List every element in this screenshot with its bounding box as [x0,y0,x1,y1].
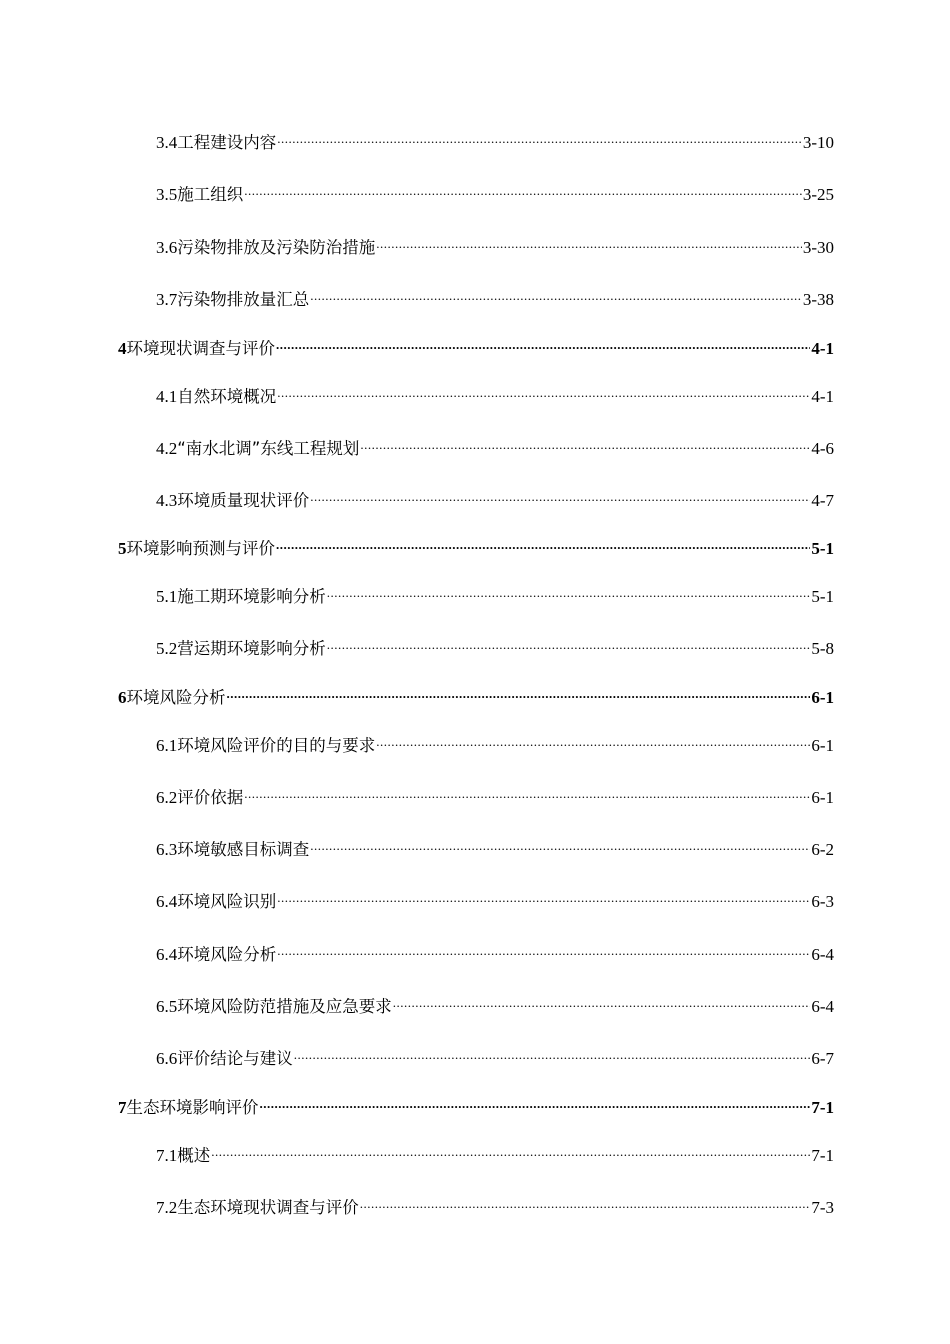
toc-number: 7.1 [156,1146,178,1165]
toc-title: 施工期环境影响分析 [177,587,326,606]
toc-title: 环境质量现状评价 [177,491,310,510]
toc-chapter-6[interactable] [118,681,834,709]
toc-number: 4.1 [156,387,178,406]
toc-chapter-5[interactable] [118,532,834,560]
toc-number: 3.5 [156,185,178,204]
toc-title: 生态环境现状调查与评价 [177,1198,359,1217]
toc-title: 污染物排放量汇总 [177,290,310,309]
toc-page-number: 6-3 [811,892,834,911]
toc-page-number: 3-30 [802,238,834,257]
toc-leader-dots [310,484,810,506]
toc-title: 环境风险识别 [177,892,277,911]
toc-page-number: 3-38 [802,290,834,309]
toc-leader-dots [276,332,810,354]
toc-title: 环境风险防范措施及应急要求 [177,997,392,1016]
toc-page-number: 6-1 [811,736,834,755]
toc-title: 评价依据 [177,788,244,807]
toc-page-number: 4-7 [811,491,834,510]
toc-entry-4-1[interactable] [156,380,834,408]
toc-entry-6-5[interactable] [156,990,834,1018]
toc-number: 6.5 [156,997,178,1016]
toc-title: 环境敏感目标调查 [177,840,310,859]
toc-entry-3-6[interactable] [156,231,834,259]
toc-leader-dots [277,885,810,907]
toc-number: 6.4 [156,892,178,911]
toc-page-number: 6-1 [811,688,834,707]
toc-title: 营运期环境影响分析 [177,639,326,658]
toc-page-number: 6-4 [811,945,834,964]
toc-number: 3.6 [156,238,178,257]
toc-leader-dots [211,1139,810,1161]
toc-page-number: 4-6 [811,439,834,458]
toc-page-number: 5-1 [811,587,834,606]
toc-entry-4-3[interactable] [156,484,834,512]
toc-entry-7-1[interactable] [156,1139,834,1167]
toc-leader-dots [227,681,811,703]
toc-leader-dots [310,833,810,855]
toc-number: 6.1 [156,736,178,755]
toc-entry-6-4-identification[interactable] [156,885,834,913]
toc-number: 5.1 [156,587,178,606]
toc-number: 4.2 [156,439,178,458]
toc-number: 4 [118,339,127,358]
toc-number: 5.2 [156,639,178,658]
toc-number: 6.3 [156,840,178,859]
toc-entry-5-1[interactable] [156,580,834,608]
toc-chapter-4[interactable] [118,332,834,360]
toc-title: 环境风险分析 [126,688,226,707]
toc-title: “南水北调”东线工程规划 [177,439,360,458]
toc-page-number: 6-1 [811,788,834,807]
toc-number: 6.6 [156,1049,178,1068]
toc-number: 4.3 [156,491,178,510]
toc-number: 6.4 [156,945,178,964]
toc-entry-3-4[interactable] [156,126,834,154]
toc-title: 生态环境影响评价 [126,1098,259,1117]
toc-title: 环境影响预测与评价 [126,539,275,558]
toc-leader-dots [327,632,811,654]
toc-leader-dots [277,126,802,148]
toc-page-number: 3-25 [802,185,834,204]
toc-page-number: 6-4 [811,997,834,1016]
toc-entry-6-6[interactable] [156,1042,834,1070]
toc-page-number: 5-8 [811,639,834,658]
toc-number: 7 [118,1098,127,1117]
toc-leader-dots [376,231,802,253]
toc-title: 概述 [177,1146,211,1165]
toc-number: 6.2 [156,788,178,807]
toc-title: 施工组织 [177,185,244,204]
toc-leader-dots [360,1191,811,1213]
toc-leader-dots [276,532,810,554]
toc-number: 3.4 [156,133,178,152]
toc-entry-5-2[interactable] [156,632,834,660]
toc-entry-7-2[interactable] [156,1191,834,1219]
toc-number: 3.7 [156,290,178,309]
toc-number: 5 [118,539,127,558]
toc-leader-dots [277,380,810,402]
toc-page-number: 4-1 [811,387,834,406]
toc-leader-dots [327,580,811,602]
toc-title: 工程建设内容 [177,133,277,152]
toc-title: 评价结论与建议 [177,1049,293,1068]
toc-leader-dots [260,1091,811,1113]
toc-leader-dots [360,432,810,454]
toc-entry-4-2[interactable] [156,432,834,460]
toc-number: 6 [118,688,127,707]
toc-leader-dots [277,938,810,960]
toc-page-number: 7-1 [811,1146,834,1165]
toc-title: 自然环境概况 [177,387,277,406]
toc-title: 环境风险评价的目的与要求 [177,736,376,755]
toc-entry-6-3[interactable] [156,833,834,861]
toc-leader-dots [294,1042,811,1064]
toc-entry-6-1[interactable] [156,729,834,757]
toc-page-number: 7-3 [811,1198,834,1217]
toc-title: 环境风险分析 [177,945,277,964]
toc-leader-dots [393,990,811,1012]
toc-entry-3-7[interactable] [156,283,834,311]
toc-chapter-7[interactable] [118,1091,834,1119]
toc-page-number: 6-7 [811,1049,834,1068]
toc-entry-3-5[interactable] [156,178,834,206]
toc-page-number: 6-2 [811,840,834,859]
toc-entry-6-2[interactable] [156,781,834,809]
toc-page-number: 4-1 [811,339,834,358]
toc-page-number: 5-1 [811,539,834,558]
toc-leader-dots [244,178,802,200]
toc-leader-dots [244,781,810,803]
toc-page-number: 7-1 [811,1098,834,1117]
toc-leader-dots [310,283,802,305]
toc-leader-dots [376,729,810,751]
toc-title: 污染物排放及污染防治措施 [177,238,376,257]
toc-number: 7.2 [156,1198,178,1217]
toc-page-number: 3-10 [802,133,834,152]
toc-title: 环境现状调查与评价 [126,339,275,358]
toc-entry-6-4-analysis[interactable] [156,938,834,966]
